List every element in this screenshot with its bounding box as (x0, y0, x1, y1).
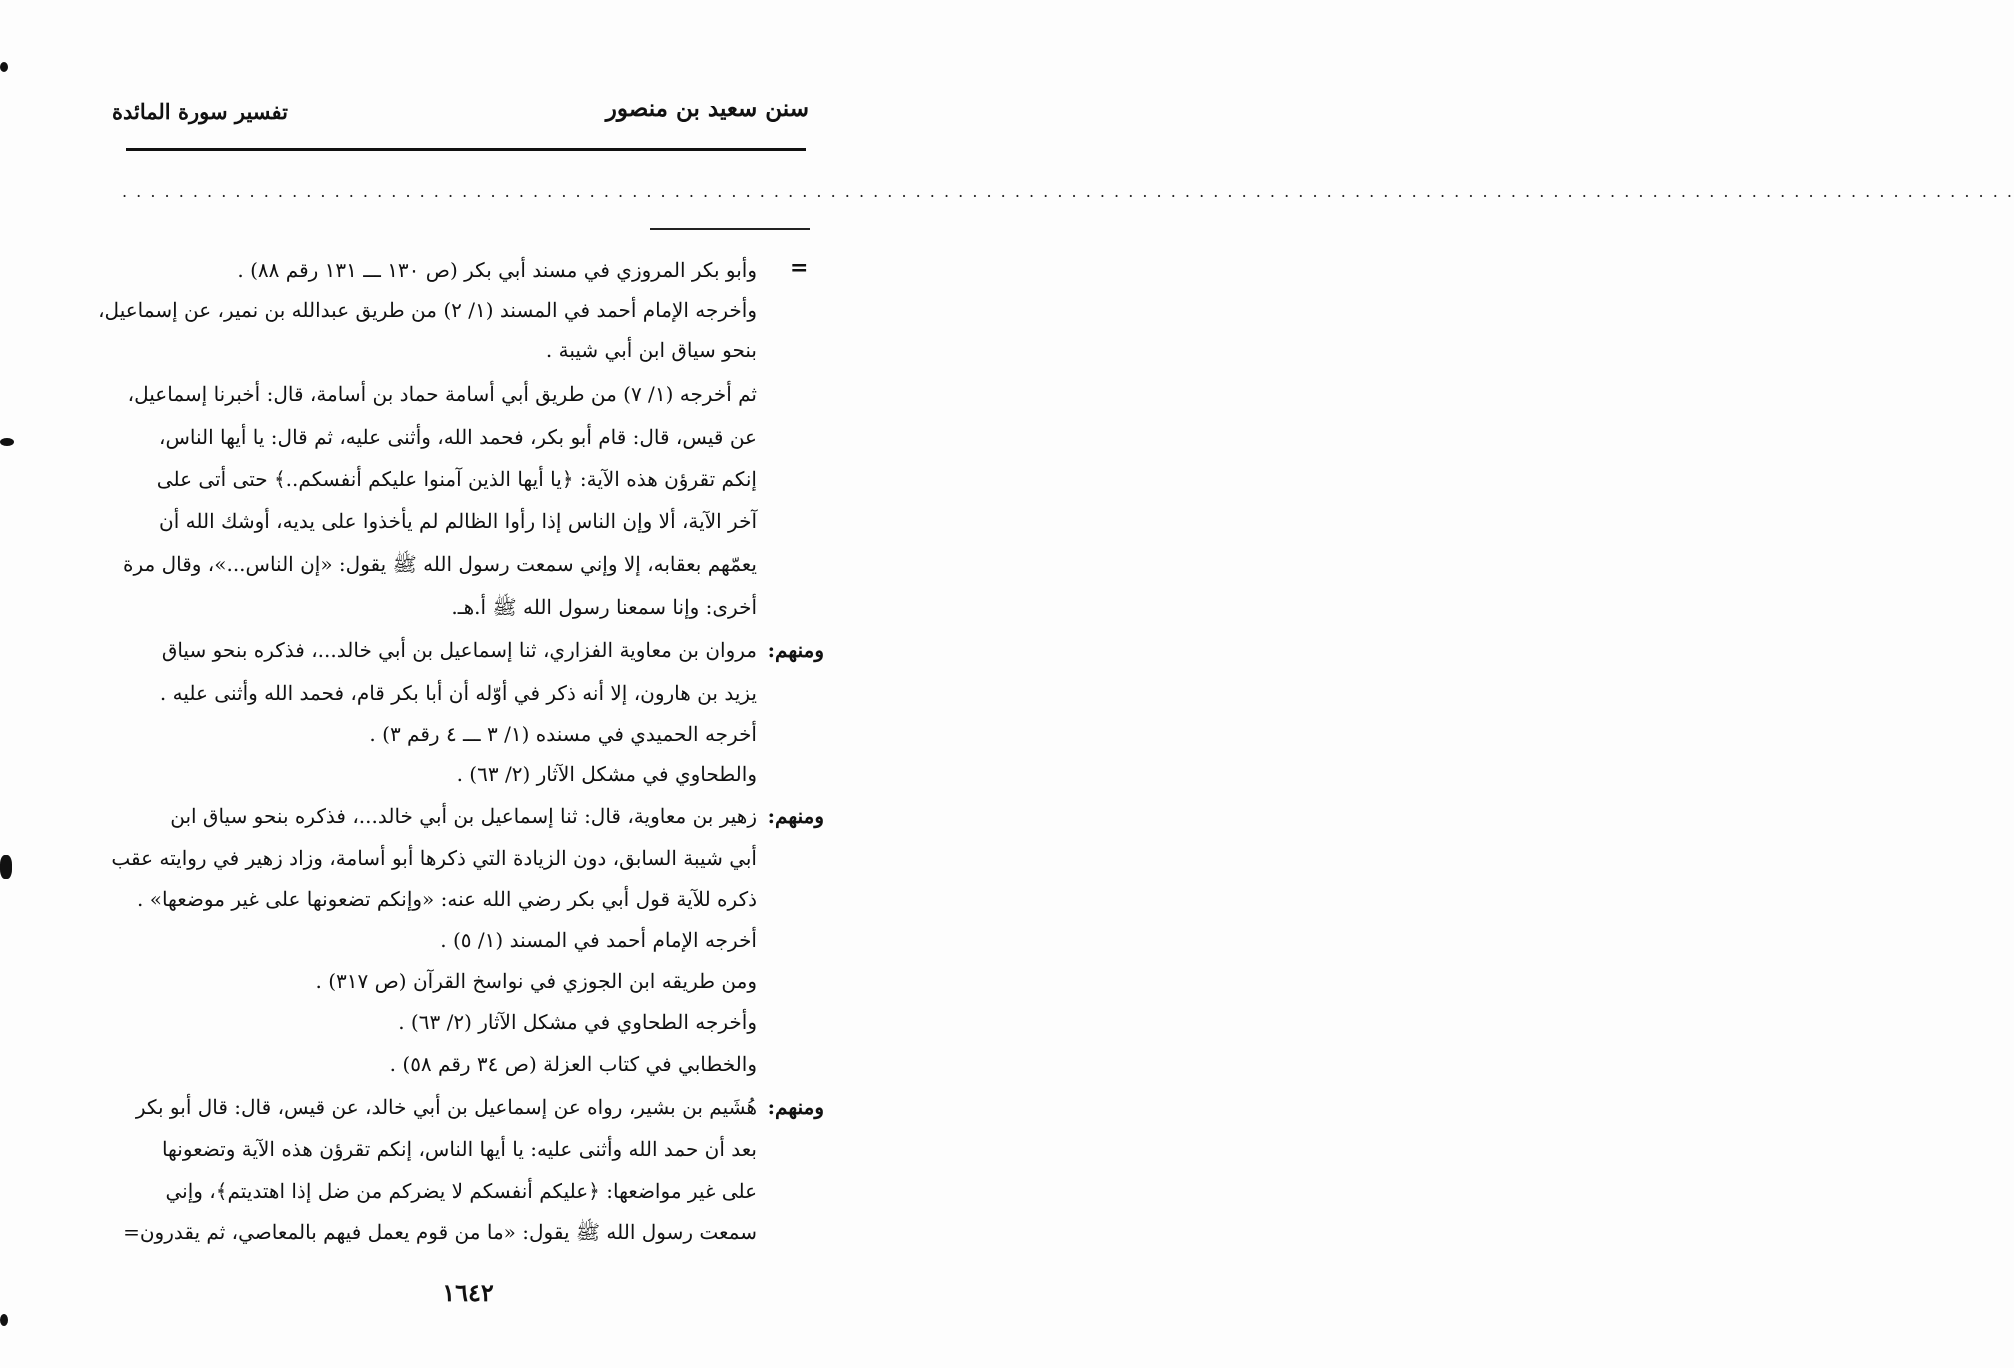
text-line: وأخرجه الإمام أحمد في المسند (١/ ٢) من طريق عبدالله بن نمير، عن إسماعيل، (98, 298, 757, 322)
text-line: زهير بن معاوية، قال: ثنا إسماعيل بن أبي خالد...، فذكره بنحو سياق ابن (170, 804, 757, 828)
text-line: مروان بن معاوية الفزاري، ثنا إسماعيل بن أبي خالد...، فذكره بنحو سياق (161, 638, 757, 662)
text-line: أخرى: وإنا سمعنا رسول الله ﷺ أ.هـ. (451, 595, 757, 619)
section-label: ومنهم: (767, 638, 824, 662)
continuation-mark: = (790, 255, 809, 281)
text-line: سمعت رسول الله ﷺ يقول: «ما من قوم يعمل فيهم بالمعاصي، ثم يقدرون= (123, 1220, 757, 1244)
text-line: وأبو بكر المروزي في مسند أبي بكر (ص ١٣٠ ـــ ١٣١ رقم ٨٨) . (237, 258, 757, 282)
text-line: يزيد بن هارون، إلا أنه ذكر في أوّله أن أبا بكر قام، فحمد الله وأثنى عليه . (159, 681, 757, 705)
scan-mark (0, 855, 12, 879)
text-line: هُشَيم بن بشير، رواه عن إسماعيل بن أبي خالد، عن قيس، قال: قال أبو بكر (135, 1095, 757, 1119)
scan-mark (0, 62, 8, 72)
text-line: وأخرجه الطحاوي في مشكل الآثار (٢/ ٦٣) . (398, 1010, 757, 1034)
scan-mark (0, 1314, 8, 1326)
text-line: يعمّهم بعقابه، إلا وإني سمعت رسول الله ﷺ يقول: «إن الناس...»، وقال مرة (122, 552, 757, 576)
running-header-section-title: تفسير سورة المائدة (112, 99, 288, 124)
text-line: على غير مواضعها: ﴿عليكم أنفسكم لا يضركم من ضل إذا اهتديتم﴾، وإني (165, 1179, 757, 1203)
text-line: أبي شيبة السابق، دون الزيادة التي ذكرها أبو أسامة، وزاد زهير في روايته عقب (111, 846, 757, 870)
text-line: ثم أخرجه (١/ ٧) من طريق أبي أسامة حماد بن أسامة، قال: أخبرنا إسماعيل، (127, 382, 757, 406)
text-line: بعد أن حمد الله وأثنى عليه: يا أيها الناس، إنكم تقرؤن هذه الآية وتضعونها (161, 1137, 757, 1161)
text-line: والخطابي في كتاب العزلة (ص ٣٤ رقم ٥٨) . (389, 1052, 757, 1076)
text-line: والطحاوي في مشكل الآثار (٢/ ٦٣) . (456, 762, 757, 786)
text-line: أخرجه الحميدي في مسنده (١/ ٣ ـــ ٤ رقم ٣) . (369, 722, 757, 746)
running-header-book-title: سنن سعيد بن منصور (605, 95, 809, 122)
scan-mark (0, 438, 14, 446)
text-line: إنكم تقرؤن هذه الآية: ﴿يا أيها الذين آمنوا عليكم أنفسكم..﴾ حتى أتى على (156, 467, 757, 491)
page-number: ١٦٤٢ (442, 1278, 494, 1307)
text-line: أخرجه الإمام أحمد في المسند (١/ ٥) . (440, 928, 757, 952)
section-label: ومنهم: (767, 804, 824, 828)
text-line: ذكره للآية قول أبي بكر رضي الله عنه: «وإنكم تضعونها على غير موضعها» . (137, 887, 757, 911)
text-line: ومن طريقه ابن الجوزي في نواسخ القرآن (ص ٣١٧) . (315, 969, 757, 993)
text-line: بنحو سياق ابن أبي شيبة . (545, 338, 757, 362)
footnote-rule (650, 228, 810, 230)
text-line: عن قيس، قال: قام أبو بكر، فحمد الله، وأثنى عليه، ثم قال: يا أيها الناس، (158, 425, 757, 449)
dotted-separator: . . . . . . . . . . . . . . . . . . . . . . . . . . . . . . . . . . . . . . . . . . . . . . . . . . . . . . . . . . . . . . . . . . . . . . . . . . . . . . . . . . . . . . . . . . . . . . . . . . . . . . . . . . . . . . . . . . . . . . . . . . . . . . . . . . . . . . (122, 182, 2014, 201)
header-rule (126, 148, 806, 151)
text-line: آخر الآية، ألا وإن الناس إذا رأوا الظالم لم يأخذوا على يديه، أوشك الله أن (159, 509, 757, 533)
section-label: ومنهم: (767, 1095, 824, 1119)
